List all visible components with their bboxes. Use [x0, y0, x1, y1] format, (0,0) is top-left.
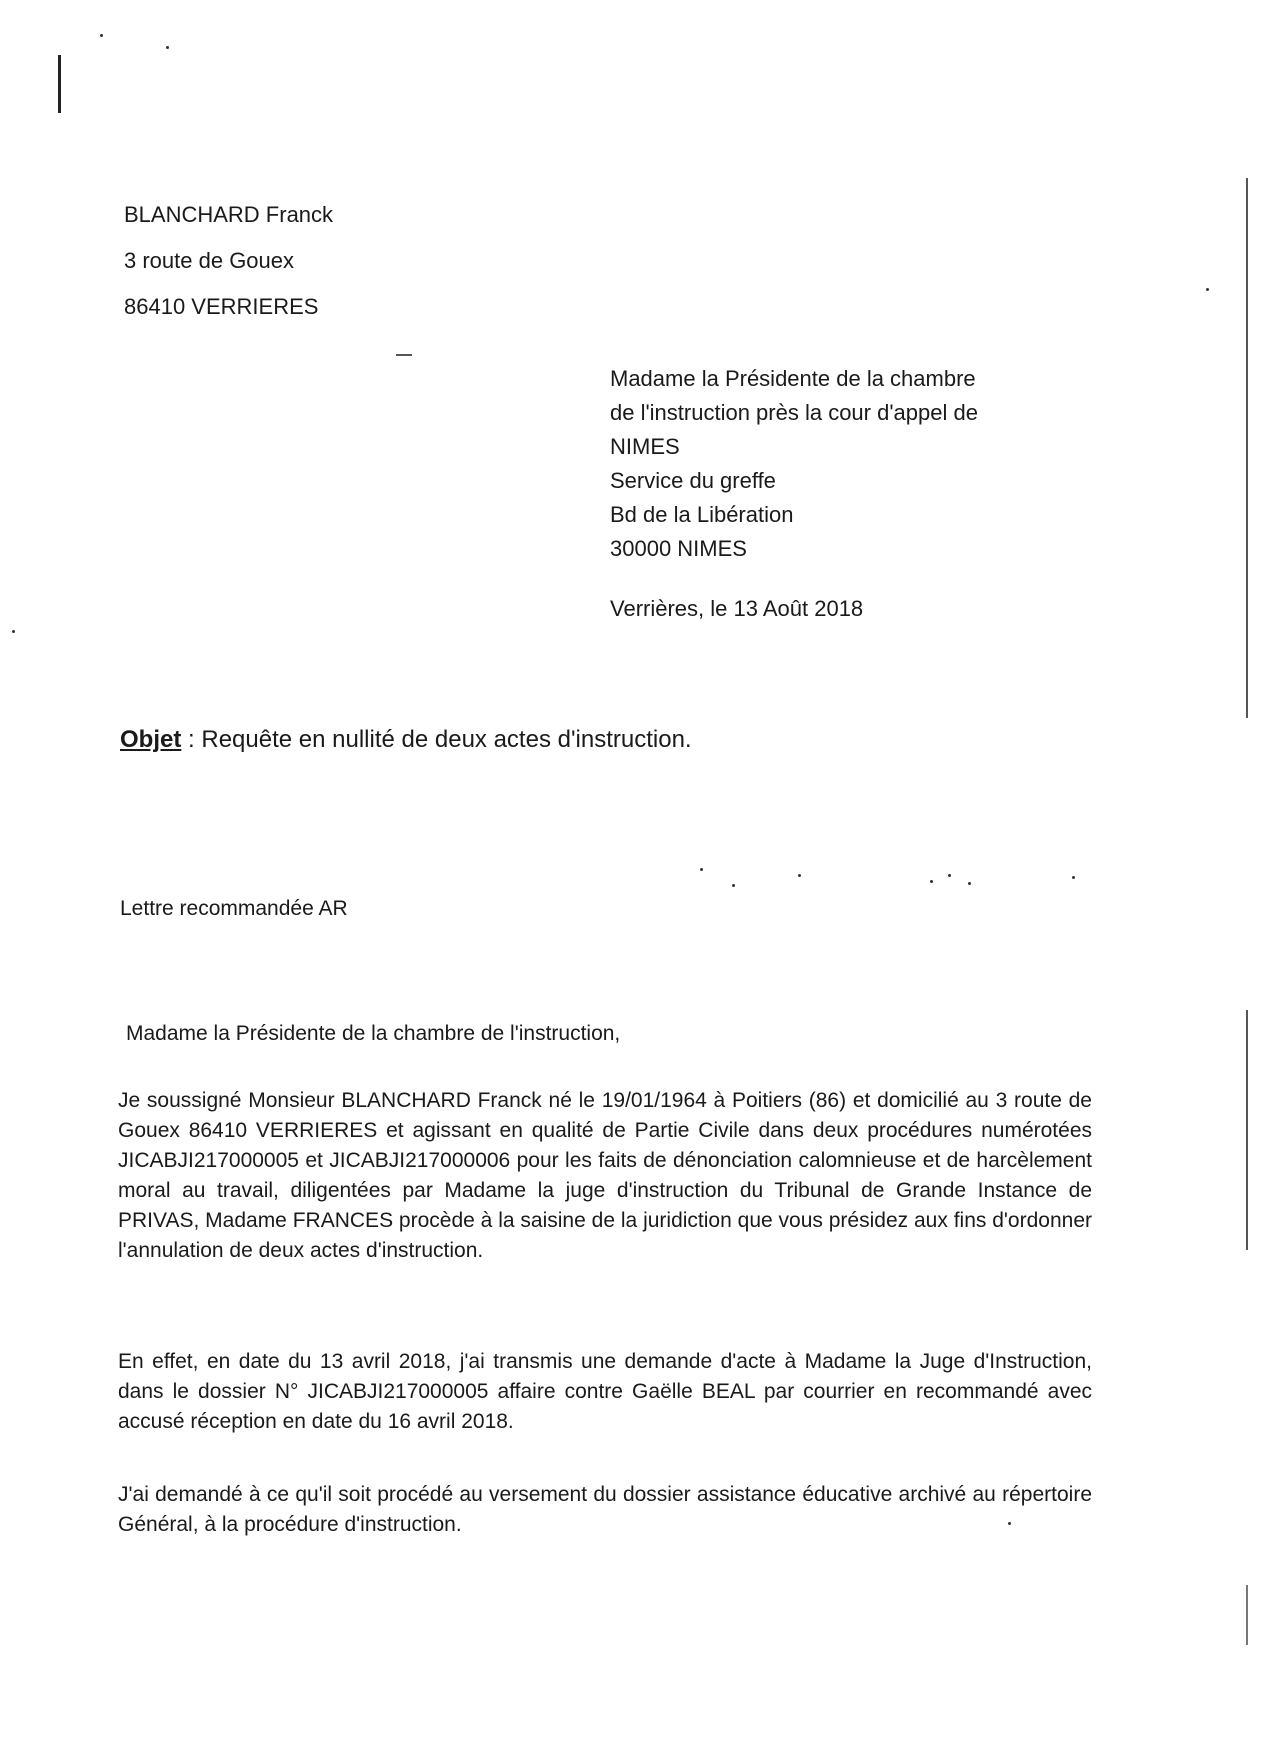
scan-speck	[798, 874, 801, 877]
scan-speck	[968, 882, 971, 885]
recipient-line: 30000 NIMES	[610, 536, 747, 561]
scan-speck	[930, 880, 933, 883]
body-paragraph: Je soussigné Monsieur BLANCHARD Franck né le 19/01/1964 à Poitiers (86) et domicilié au 3 route de Gouex 86410 VERRIERES et agissant en qualité de Partie Civile dans deux procédures numérotées JICABJI217000005 et JICABJI217000006 pour les faits de dénonciation calomnieuse et de harcèlement moral au travail, diligentées par Madame la juge d'instruction du Tribunal de Grande Instance de PRIVAS, Madame FRANCES procède à la saisine de la juridiction que vous présidez aux fins d'ordonner l'annulation de deux actes d'instruction.	[118, 1089, 1092, 1262]
scan-edge-line	[1246, 1010, 1248, 1250]
scan-speck	[948, 874, 951, 877]
scan-edge-line	[1246, 178, 1248, 718]
sender-block	[124, 192, 333, 330]
recipient-line: Service du greffe	[610, 468, 776, 493]
scan-speck	[700, 868, 703, 871]
recipient-line: de l'instruction près la cour d'appel de	[610, 400, 978, 425]
scan-speck	[166, 46, 169, 49]
recipient-line: Madame la Présidente de la chambre	[610, 366, 976, 391]
scan-speck	[1072, 876, 1075, 879]
recipient-line: NIMES	[610, 434, 680, 459]
recipient-line: Bd de la Libération	[610, 502, 794, 527]
body-paragraph: En effet, en date du 13 avril 2018, j'ai transmis une demande d'acte à Madame la Juge d'Instruction, dans le dossier N° JICABJI217000005 affaire contre Gaëlle BEAL par courrier en recommandé avec accusé réception en date du 16 avril 2018.	[118, 1350, 1092, 1433]
body-paragraph: J'ai demandé à ce qu'il soit procédé au versement du dossier assistance éducative archivé au répertoire Général, à la procédure d'instruction.	[118, 1483, 1092, 1536]
scan-speck	[1206, 288, 1209, 291]
subject-text: Requête en nullité de deux actes d'instruction.	[201, 726, 692, 753]
sender-city: 86410 VERRIERES	[124, 294, 319, 319]
letter-date: Verrières, le 13 Août 2018	[610, 596, 864, 621]
scan-speck	[12, 630, 15, 633]
registered-mail-note: Lettre recommandée AR	[120, 897, 348, 920]
sender-street: 3 route de Gouex	[124, 248, 295, 273]
subject-separator: :	[181, 726, 195, 753]
scan-speck	[732, 884, 735, 887]
scan-dash	[396, 354, 412, 356]
recipient-block	[610, 362, 978, 566]
subject-line	[120, 726, 692, 754]
scan-margin-mark	[58, 55, 61, 113]
subject-label: Objet	[120, 726, 182, 753]
salutation: Madame la Présidente de la chambre de l'instruction,	[126, 1022, 621, 1045]
scan-edge-line	[1246, 1585, 1248, 1645]
scan-speck	[100, 34, 103, 37]
sender-name: BLANCHARD Franck	[124, 202, 334, 227]
